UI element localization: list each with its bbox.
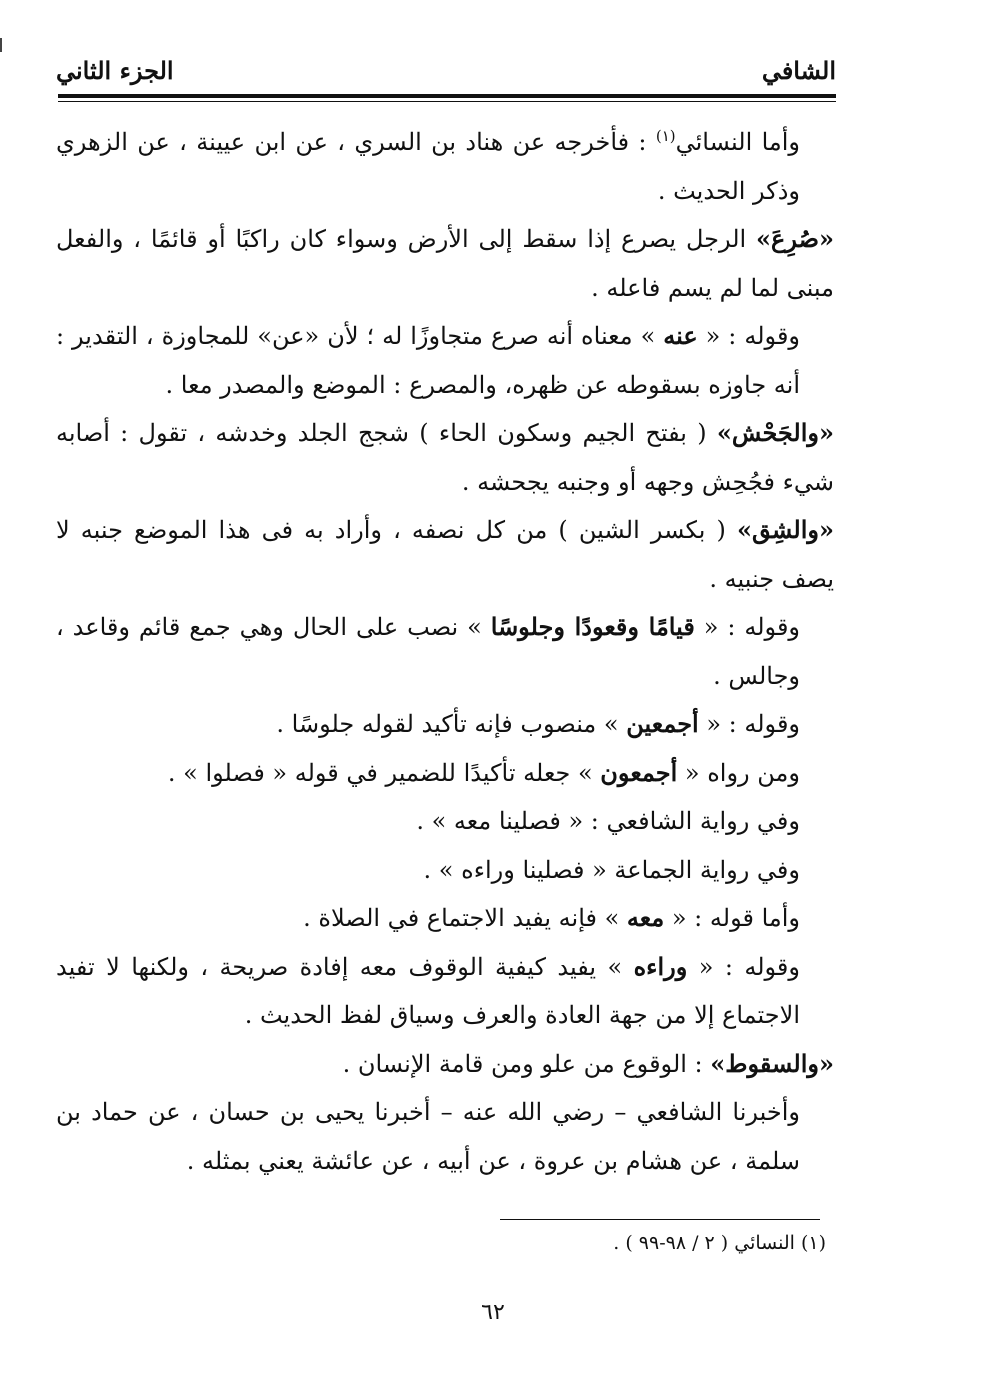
main-text (56, 118, 834, 1185)
paragraph-ajmaun: ومن رواه « أجمعون » جعله تأكيدًا للضمير في قوله « فصلوا » . (167, 757, 800, 787)
paragraph-shiq: «والشِق» ( بكسر الشين ) من كل نصفه ، وأراد به فى هذا الموضع جنبه لا يصف جنبيه . (56, 515, 834, 593)
book-title: الشافي (761, 56, 836, 85)
header-rule-thick (58, 94, 836, 98)
footnote: (١) النسائي ( ٢ / ٩٨-٩٩ ) . (613, 1232, 826, 1254)
paragraph-suria: «صُرِعَ» الرجل يصرع إذا سقط إلى الأرض وسواء كان راكبًا أو قائمًا ، والفعل مبنى لما لم يسم فاعله . (56, 224, 834, 302)
paragraph-waraahu: وقوله : « وراءه » يفيد كيفية الوقوف معه إفادة صريحة ، ولكنها لا تفيد الاجتماع إلا من جهة العادة والعرف وسياق لفظ الحديث . (56, 951, 800, 1029)
footnote-rule (500, 1219, 820, 1220)
paragraph-jamaa-narration: وفي رواية الجماعة « فصلينا وراءه » . (423, 855, 800, 884)
paragraph-ajmain: وقوله : « أجمعين » منصوب فإنه تأكيد لقوله جلوسًا . (276, 709, 800, 738)
volume-label: الجزء الثاني (56, 56, 174, 85)
footnote-ref: (١) (655, 127, 676, 145)
paragraph-anhu: وقوله : « عنه » معناه أنه صرع متجاوزًا له ؛ لأن «عن» للمجاوزة ، التقدير : أنه جاوزه بسقوطه عن ظهره، والمصرع : الموضع والمصدر معا . (56, 321, 801, 399)
paragraph-maahu: وأما قوله : « معه » فإنه يفيد الاجتماع في الصلاة . (303, 903, 800, 932)
paragraph-jahsh: «والجَحْش» ( بفتح الجيم وسكون الحاء ) شجج الجلد وخدشه ، تقول : أصابه شيء فجُحِش وجهه أو وجنبه يجحشه . (56, 418, 834, 496)
paragraph-qiyaman: وقوله : « قيامًا وقعودًا وجلوسًا » نصب على الحال وهي جمع قائم وقاعد ، وجالس . (56, 612, 801, 690)
paragraph-suqut: «والسقوط» : الوقوع من علو ومن قامة الإنسان . (342, 1048, 834, 1078)
page-number: ٦٢ (481, 1300, 505, 1325)
header-rule-thin (58, 101, 836, 102)
paragraph-isnad: وأخبرنا الشافعي – رضي الله عنه – أخبرنا يحيى بن حسان ، عن حماد بن سلمة ، عن هشام بن عروة ، عن أبيه ، عن عائشة يعني بمثله . (56, 1098, 800, 1175)
running-header (56, 56, 836, 96)
paragraph-nasai: وأما النسائي$^{(١)}$ : فأخرجه عن هناد بن السري ، عن ابن عيينة ، عن الزهري وذكر الحديث . (56, 127, 801, 205)
paragraph-shafii-narration: وفي رواية الشافعي : « فصلينا معه » . (416, 807, 800, 835)
scan-edge-mark (0, 38, 2, 52)
